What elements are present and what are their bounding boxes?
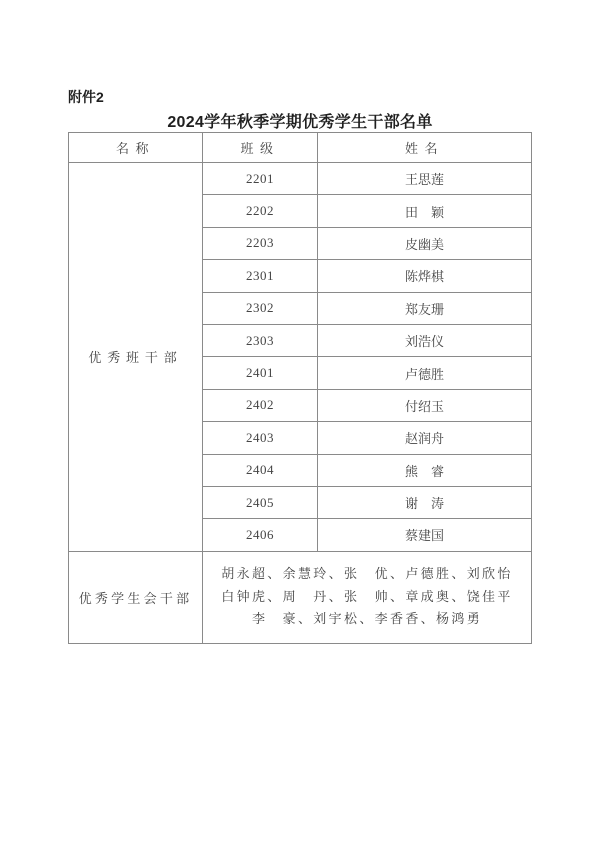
name-cell: 皮幽美 xyxy=(318,227,532,259)
cadre-roster-table xyxy=(68,132,532,644)
union-cadres-names-cell xyxy=(203,551,532,643)
class-cell: 2403 xyxy=(203,422,318,454)
class-cell: 2302 xyxy=(203,292,318,324)
class-cell: 2402 xyxy=(203,389,318,421)
class-cell: 2301 xyxy=(203,260,318,292)
class-cell: 2404 xyxy=(203,454,318,486)
category-cell-class-cadres: 优秀班干部 xyxy=(69,163,203,552)
header-name: 姓名 xyxy=(318,133,532,163)
name-cell: 田 颖 xyxy=(318,195,532,227)
name-cell: 王思莲 xyxy=(318,163,532,195)
name-cell: 熊 睿 xyxy=(318,454,532,486)
class-cell: 2401 xyxy=(203,357,318,389)
attachment-label: 附件2 xyxy=(68,89,104,105)
union-cadres-row xyxy=(69,551,532,643)
name-cell: 陈烨棋 xyxy=(318,260,532,292)
class-cell: 2203 xyxy=(203,227,318,259)
class-cell: 2406 xyxy=(203,519,318,551)
class-cell: 2405 xyxy=(203,486,318,518)
name-cell: 刘浩仪 xyxy=(318,324,532,356)
class-cell: 2201 xyxy=(203,163,318,195)
name-cell: 卢德胜 xyxy=(318,357,532,389)
class-cell: 2202 xyxy=(203,195,318,227)
name-cell: 蔡建国 xyxy=(318,519,532,551)
table-header-row xyxy=(69,133,532,163)
name-cell: 谢 涛 xyxy=(318,486,532,518)
union-names-line: 李 豪、刘宇松、李香香、杨鸿勇 xyxy=(251,611,483,627)
name-cell: 赵润舟 xyxy=(318,422,532,454)
union-names-line: 白钟虎、周 丹、张 帅、章成奥、饶佳平 xyxy=(221,588,513,604)
name-cell: 郑友珊 xyxy=(318,292,532,324)
page-title: 2024学年秋季学期优秀学生干部名单 xyxy=(167,114,433,131)
header-class: 班级 xyxy=(203,133,318,163)
header-category: 名称 xyxy=(69,133,203,163)
name-cell: 付绍玉 xyxy=(318,389,532,421)
table-row xyxy=(69,163,532,195)
category-cell-union-cadres: 优秀学生会干部 xyxy=(69,551,203,643)
class-cell: 2303 xyxy=(203,324,318,356)
union-names-line: 胡永超、余慧玲、张 优、卢德胜、刘欣怡 xyxy=(221,566,513,582)
